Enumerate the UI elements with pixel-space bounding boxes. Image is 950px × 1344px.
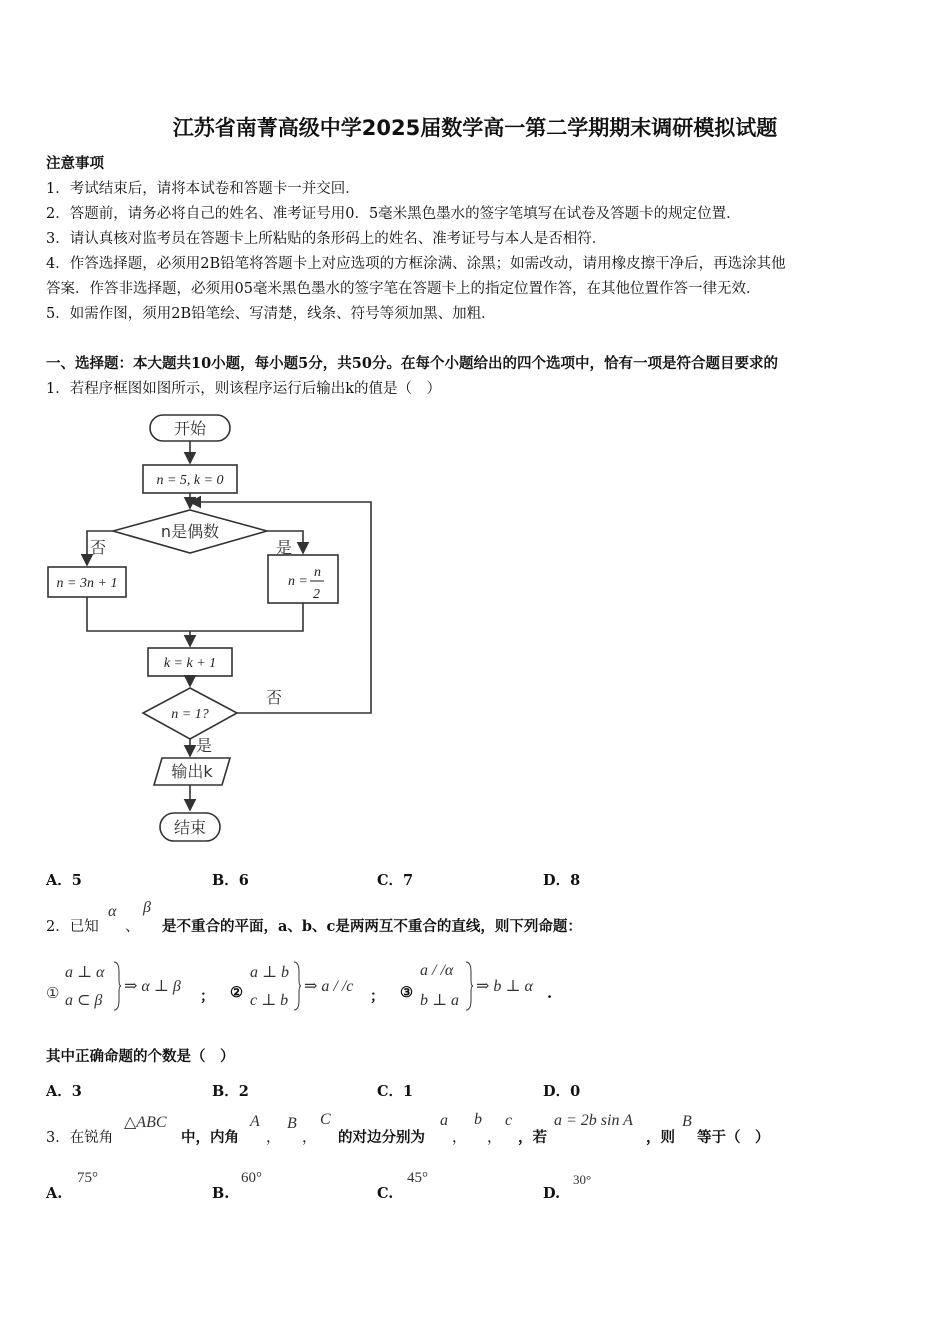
q2-prop3-concl: ⇒ b ⊥ α [476, 978, 533, 995]
q2-prop1-end: ； [200, 988, 215, 1005]
q2-prop2-mark: ② [230, 984, 243, 1001]
q3-text-2: 中，内角 [181, 1129, 239, 1146]
q3-option-a-value: 75° [77, 1170, 98, 1186]
q2-post: 是不重合的平面，a、b、c是两两互不重合的直线，则下列命题： [162, 918, 582, 935]
q2-prop2-concl: ⇒ a / /c [304, 978, 354, 995]
notice-item-4-cont: 答案．作答非选择题，必须用05毫米黑色墨水的签字笔在答题卡上的指定位置作答，在其他位置作答一律无效． [46, 281, 761, 297]
notice-item-4: 4．作答选择题，必须用2B铅笔将答题卡上对应选项的方框涂满、涂黑；如需改动，请用橡皮擦干净后，再选涂其他 [46, 256, 786, 272]
q3-triangle: △ABC [124, 1114, 167, 1131]
q2-prop2-line2: c ⊥ b [250, 992, 289, 1009]
q3-side-c: c [505, 1112, 513, 1129]
flow-output-text: 输出k [171, 762, 213, 781]
q3-option-b-label: B. [212, 1185, 230, 1202]
flow-odd-text: n = 3n + 1 [56, 576, 118, 591]
q2-prop2-brace [292, 960, 302, 1012]
q2-follow: 其中正确命题的个数是（ ） [46, 1048, 235, 1065]
q3-text-3: 的对边分别为 [338, 1129, 425, 1146]
q1-option-b: B．6 [212, 872, 249, 889]
flow-no-label: 否 [90, 538, 107, 557]
q3-option-d-label: D. [543, 1185, 561, 1202]
flow-end-text: 结束 [173, 818, 207, 837]
flowchart [40, 405, 385, 850]
q1-stem: 1．若程序框图如图所示，则该程序运行后输出k的值是（ ） [46, 381, 442, 397]
q2-beta: β [143, 899, 151, 916]
flow-even-den: 2 [313, 587, 320, 602]
q3-text-1: 3．在锐角 [46, 1130, 114, 1146]
flow-no2-label: 否 [266, 688, 283, 707]
flow-yes-label: 是 [276, 538, 293, 557]
q2-prop3-line1: a / /α [420, 962, 454, 979]
q1-option-c: C．7 [377, 872, 414, 889]
q3-option-c-value: 45° [407, 1170, 428, 1186]
q2-prop1-line2: a ⊂ β [65, 992, 103, 1009]
q3-angle-a: A [250, 1113, 260, 1130]
q3-angle-b: B [287, 1115, 297, 1132]
q2-prop2-line1: a ⊥ b [250, 964, 290, 981]
flow-even-num: n [314, 565, 321, 580]
q2-option-c: C．1 [377, 1083, 414, 1100]
q3-text-6: 等于（ ） [697, 1129, 770, 1146]
q3-equation: a = 2b sin A [554, 1112, 633, 1129]
q3-comma-1: ， [266, 1130, 281, 1146]
q3-option-b-value: 60° [241, 1170, 262, 1186]
notice-item-1: 1．考试结束后，请将本试卷和答题卡一并交回． [46, 181, 360, 197]
q3-comma-2: ， [302, 1130, 317, 1146]
q3-text-4: ，若 [518, 1129, 547, 1146]
notice-heading: 注意事项 [46, 155, 104, 172]
q2-prop1-concl: ⇒ α ⊥ β [124, 978, 181, 995]
q3-angle-c: C [320, 1111, 331, 1128]
notice-item-3: 3．请认真核对监考员在答题卡上所粘贴的条形码上的姓名、准考证号与本人是否相符． [46, 231, 607, 247]
q3-option-d-value: 30° [573, 1172, 592, 1187]
q2-option-a: A．3 [46, 1083, 82, 1100]
q2-prop3-end: . [547, 985, 553, 1002]
q2-option-b: B．2 [212, 1083, 249, 1100]
q2-prop1-brace [112, 960, 122, 1012]
q3-side-b: b [474, 1111, 482, 1128]
q2-sep: 、 [125, 919, 140, 935]
q2-prop3-line2: b ⊥ a [420, 992, 460, 1009]
q2-prop1-line1: a ⊥ α [65, 964, 105, 981]
flow-inc-text: k = k + 1 [163, 656, 217, 671]
q3-comma-4: ， [487, 1130, 502, 1146]
notice-item-2: 2．答题前，请务必将自己的姓名、准考证号用0．5毫米黑色墨水的签字笔填写在试卷及答题卡的规定位置． [46, 206, 741, 222]
q2-option-d: D．0 [543, 1083, 581, 1100]
q2-alpha: α [108, 903, 117, 920]
q2-prop2-end: ； [370, 988, 385, 1005]
notice-item-5: 5．如需作图，须用2B铅笔绘、写清楚，线条、符号等须加黑、加粗． [46, 306, 496, 322]
section-heading: 一、选择题：本大题共10小题，每小题5分，共50分。在每个小题给出的四个选项中，恰有一项是符合题目要求的 [46, 355, 778, 372]
flow-check-text: n = 1? [171, 707, 209, 722]
q2-pre: 2．已知 [46, 919, 99, 935]
page-title: 江苏省南菁高级中学2025届数学高一第二学期期末调研模拟试题 [172, 116, 778, 140]
q3-text-5: ，则 [646, 1129, 675, 1146]
flow-even-lhs: n = [288, 574, 308, 589]
q2-prop3-mark: ③ [400, 984, 413, 1001]
flow-start-text: 开始 [173, 419, 207, 438]
q3-option-a-label: A. [46, 1185, 63, 1202]
q3-comma-3: ， [452, 1130, 467, 1146]
flow-yes2-label: 是 [196, 736, 213, 755]
flow-cond-text: n是偶数 [160, 522, 220, 541]
q3-angle-b2: B [682, 1113, 692, 1130]
q2-prop1-mark: ① [46, 986, 60, 1002]
flow-init-text: n = 5, k = 0 [156, 473, 224, 488]
q3-option-c-label: C. [377, 1185, 394, 1202]
q1-option-d: D．8 [543, 872, 581, 889]
q2-prop3-brace [464, 960, 474, 1012]
q1-option-a: A．5 [46, 872, 82, 889]
q3-side-a: a [440, 1112, 448, 1129]
